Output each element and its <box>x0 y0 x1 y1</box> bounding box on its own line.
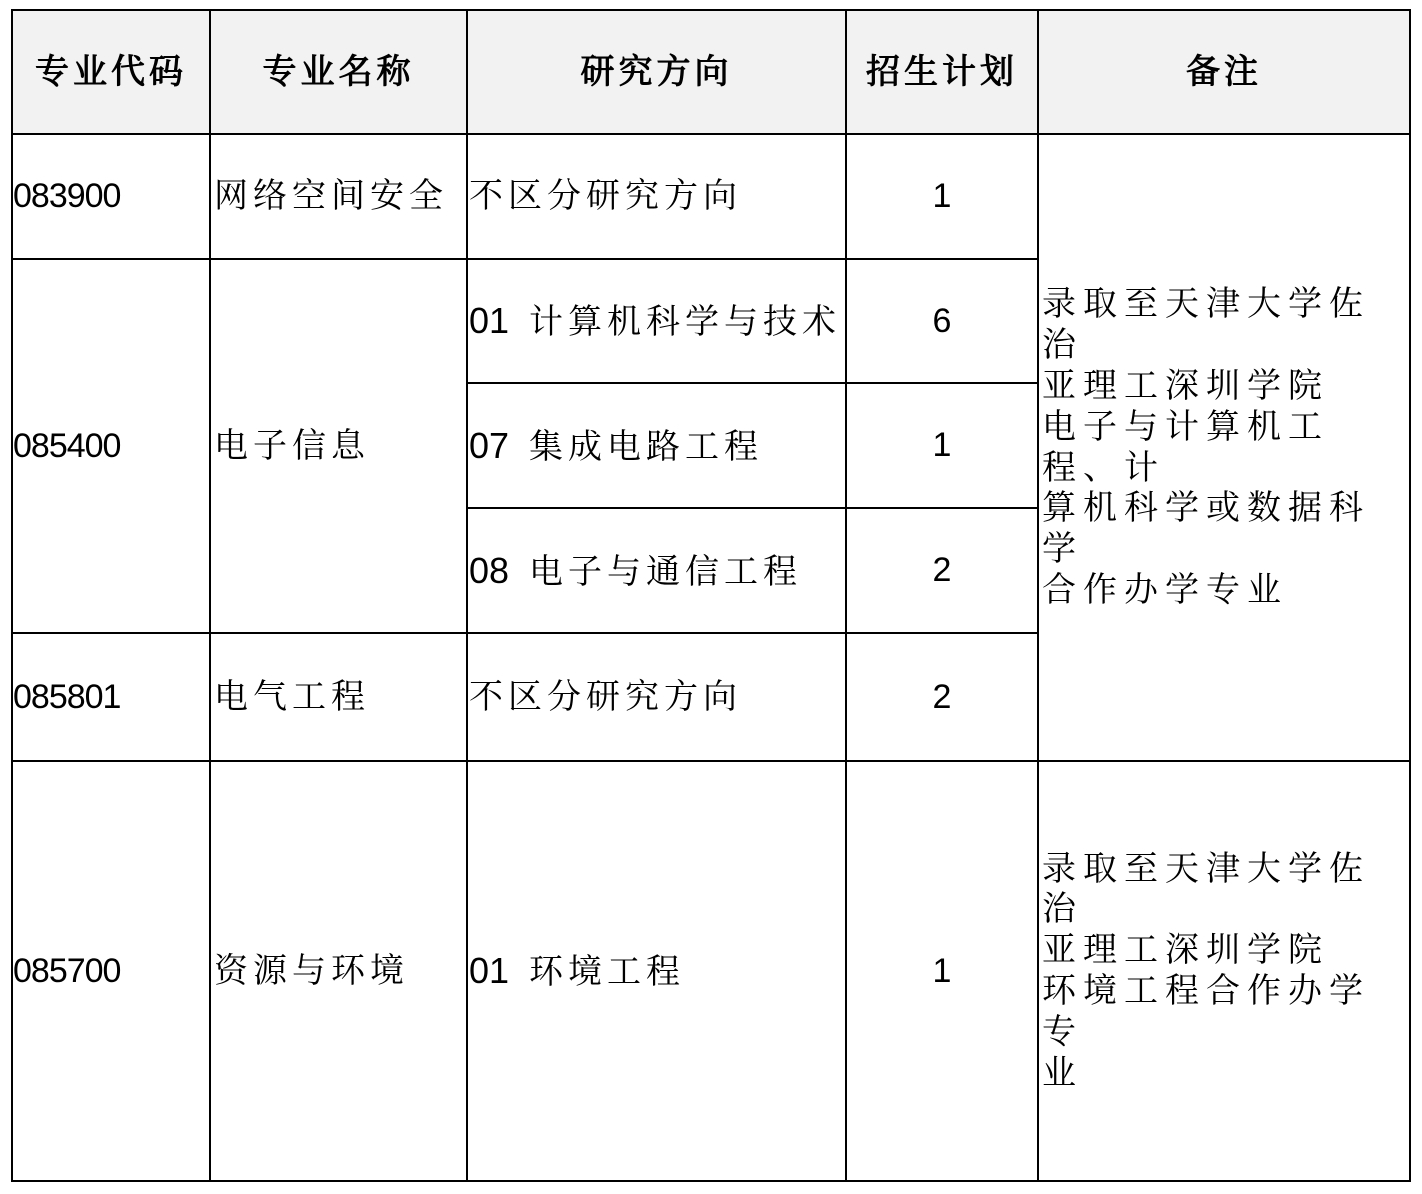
research-direction <box>467 134 846 259</box>
header-name: 专业名称 <box>210 10 467 134</box>
header-code: 专业代码 <box>12 10 210 134</box>
note-line: 录取至天津大学佐治 <box>1042 848 1370 930</box>
table-row <box>12 761 1410 1181</box>
direction-label: 环境工程 <box>529 952 686 993</box>
research-direction <box>467 383 846 508</box>
enrollment-plan: 6 <box>846 259 1038 383</box>
table-header-row <box>12 10 1410 134</box>
direction-number: 07 <box>469 424 510 466</box>
direction-label: 不区分研究方向 <box>469 676 742 717</box>
major-code: 083900 <box>12 134 210 259</box>
header-plan: 招生计划 <box>846 10 1038 134</box>
note-cell <box>1038 134 1410 761</box>
note-line: 环境工程合作办学专 <box>1042 971 1370 1052</box>
enrollment-plan: 2 <box>846 508 1038 633</box>
major-code: 085400 <box>12 259 210 633</box>
note-line: 录取至天津大学佐治 <box>1042 284 1370 366</box>
direction-label: 不区分研究方向 <box>469 176 742 217</box>
enrollment-plan: 1 <box>846 761 1038 1181</box>
enrollment-plan: 1 <box>846 134 1038 259</box>
note-line: 电子与计算机工程、计 <box>1042 406 1329 488</box>
note-line: 亚理工深圳学院 <box>1042 365 1329 406</box>
direction-label: 集成电路工程 <box>529 426 764 467</box>
direction-number: 01 <box>469 300 510 342</box>
major-name: 网络空间安全 <box>210 134 467 259</box>
major-code: 085700 <box>12 761 210 1181</box>
note-line: 业 <box>1042 1052 1083 1093</box>
major-code: 085801 <box>12 633 210 761</box>
note-line: 算机科学或数据科学 <box>1042 488 1370 570</box>
note-line: 合作办学专业 <box>1042 569 1288 610</box>
major-name: 资源与环境 <box>210 761 467 1181</box>
direction-label: 电子与通信工程 <box>529 551 803 592</box>
research-direction <box>467 761 846 1181</box>
research-direction <box>467 633 846 761</box>
direction-label: 计算机科学与技术 <box>529 302 842 343</box>
major-name: 电子信息 <box>210 259 467 633</box>
research-direction <box>467 259 846 383</box>
enrollment-plan: 2 <box>846 633 1038 761</box>
enrollment-plan: 1 <box>846 383 1038 508</box>
table-row <box>12 134 1410 259</box>
major-name: 电气工程 <box>210 633 467 761</box>
header-notes: 备注 <box>1038 10 1410 134</box>
header-direction: 研究方向 <box>467 10 846 134</box>
research-direction <box>467 508 846 633</box>
note-line: 亚理工深圳学院 <box>1042 930 1329 971</box>
direction-number: 08 <box>469 549 510 591</box>
direction-number: 01 <box>469 950 510 992</box>
note-cell <box>1038 761 1410 1181</box>
enrollment-plan-table <box>11 9 1411 1182</box>
